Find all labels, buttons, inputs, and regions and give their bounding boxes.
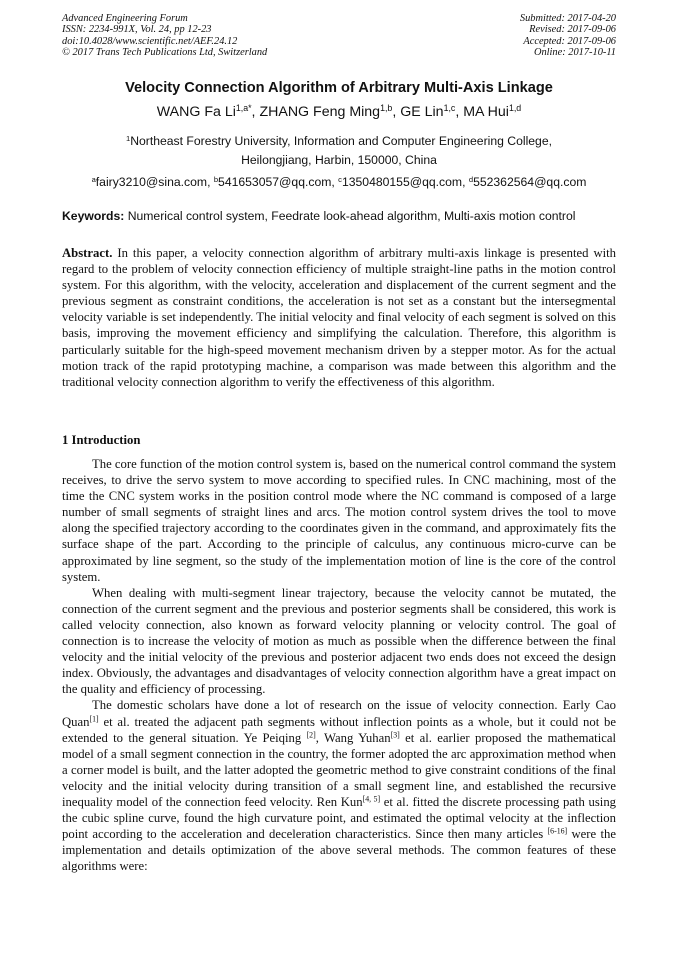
paragraph: The domestic scholars have done a lot of research on the issue of velocity connection. Early Cao Quan[1] et al. treated the adjacent path segments without inflection points as a whole, but it could not be extended to the general situation. Ye Peiqing [2], Wang Yuhan[3] et al. earlier proposed the mathematical model of a small segment connection in the country, the former adopted the arc approximation method when a corner model is built, and the latter adopted the geometric method to give constraint conditions of the final velocity and the initial velocity during transition of a small segment line, and established the recursive inequality model of the connection feed velocity. Ren Kun[4, 5] et al. fitted the discrete processing path using the cubic spline curve, found the high curvature point, and estimated the optimal velocity at the inflection point according to the acceleration and deceleration characteristics. Since then many articles [6-16] were the implementation and details optimization of the above several methods. The common features of these algorithms were: bbox=[62, 698, 617, 874]
keywords-text: Numerical control system, Feedrate look-ahead algorithm, Multi-axis motion control bbox=[124, 209, 576, 223]
email-b[interactable]: $^b$541653057@qq.com bbox=[213, 174, 332, 189]
paper-title: Velocity Connection Algorithm of Arbitrary Multi-Axis Linkage bbox=[125, 80, 553, 96]
affiliation bbox=[0, 132, 678, 170]
issn-volume: ISSN: 2234-991X, Vol. 24, pp 12-23 bbox=[62, 24, 212, 36]
author-3: GE Lin$^{1,c}$, bbox=[400, 103, 464, 120]
doi[interactable]: doi:10.4028/www.scientific.net/AEF.24.12 bbox=[62, 35, 238, 47]
email-list: $^a$fairy3210@sina.com, $^b$541653057@qq.com, $^c$1350480155@qq.com, $^d$552362564@qq.com bbox=[91, 174, 587, 189]
author-4: MA Hui$^{1,d}$ bbox=[463, 103, 522, 120]
citation[interactable]: [2] bbox=[306, 730, 316, 740]
email-c[interactable]: $^c$1350480155@qq.com bbox=[338, 174, 463, 189]
affiliation-line-1: $^1$Northeast Forestry University, Information and Computer Engineering College, bbox=[126, 133, 552, 148]
affiliation-line-2: Heilongjiang, Harbin, 150000, China bbox=[241, 153, 437, 167]
keywords-label: Keywords: bbox=[62, 209, 125, 223]
citation[interactable]: [1] bbox=[89, 714, 99, 724]
citation[interactable]: [4, 5] bbox=[362, 794, 381, 804]
abstract-text: In this paper, a velocity connection algorithm of arbitrary multi-axis linkage is presented with regard to the problem of velocity connection efficiency of multiple straight-line paths in the motion control system. For this algorithm, with the velocity, acceleration and displacement of the current segment and the previous segment as constraint conditions, the acceleration is not set as a constant but the intersegmental velocity variable is set independently. The initial velocity and final velocity of each segment is solved on this basis, improving the movement efficiency and simplifying the calculation. Therefore, this algorithm is particularly suitable for the high-speed movement mechanism driven by a stepper motor. As for the actual motion track of the rapid prototyping machine, a comparison was made between this algorithm and the traditional velocity connection algorithm to verify the effectiveness of this algorithm. bbox=[62, 246, 616, 389]
submitted-date: Submitted: 2017-04-20 bbox=[519, 13, 616, 24]
paragraph: When dealing with multi-segment linear trajectory, because the velocity cannot be mutated, the connection of the current segment and the previous and posterior segments shall be considered, this work is called velocity connection, also known as forward velocity planning or velocity control. The goal of connection is to increase the velocity of motion as much as possible when the difference between the final velocity and the initial velocity of the previous and posterior adjacent two ends does not exceed the design index. Obviously, the advantages and disadvantages of velocity connection algorithm have a great impact on the quality and efficiency of processing. bbox=[62, 585, 616, 697]
submission-dates bbox=[520, 13, 616, 59]
email-a[interactable]: $^a$fairy3210@sina.com bbox=[91, 174, 208, 189]
section-heading: 1 Introduction bbox=[62, 433, 141, 447]
journal-info bbox=[62, 13, 267, 59]
keywords bbox=[62, 209, 622, 223]
author-2: ZHANG Feng Ming$^{1,b}$, bbox=[259, 103, 401, 120]
email-d[interactable]: $^d$552362564@qq.com bbox=[468, 174, 587, 189]
paragraph: The core function of the motion control system is, based on the numerical control command the system receives, to drive the servo system to move according to specified rules. In CNC machining, most of the time the CNC system works in the position control mode where the NC command is composed of a large number of small segments of straight lines and arcs. The motion control system drives the tool to move along the specified trajectory according to the coordinates given in the command, and approximately fits the surface shape of the part. According to the principle of calculus, any continuous micro-curve can be approximated by line segment, so the study of the implementation motion of line is the core of the control system. bbox=[62, 457, 616, 584]
revised-date: Revised: 2017-09-06 bbox=[529, 24, 616, 36]
abstract bbox=[62, 245, 616, 390]
citation[interactable]: [3] bbox=[390, 730, 400, 740]
introduction-body bbox=[62, 456, 616, 874]
citation[interactable]: [6-16] bbox=[547, 826, 568, 836]
journal-name: Advanced Engineering Forum bbox=[62, 13, 188, 24]
author-1: WANG Fa $Li^{1,a*}$, bbox=[156, 103, 260, 120]
author-list bbox=[0, 104, 678, 120]
copyright: © 2017 Trans Tech Publications Ltd, Switzerland bbox=[62, 47, 268, 59]
abstract-label: Abstract. bbox=[62, 246, 113, 260]
accepted-date: Accepted: 2017-09-06 bbox=[523, 35, 616, 47]
online-date: Online: 2017-10-11 bbox=[533, 47, 616, 59]
